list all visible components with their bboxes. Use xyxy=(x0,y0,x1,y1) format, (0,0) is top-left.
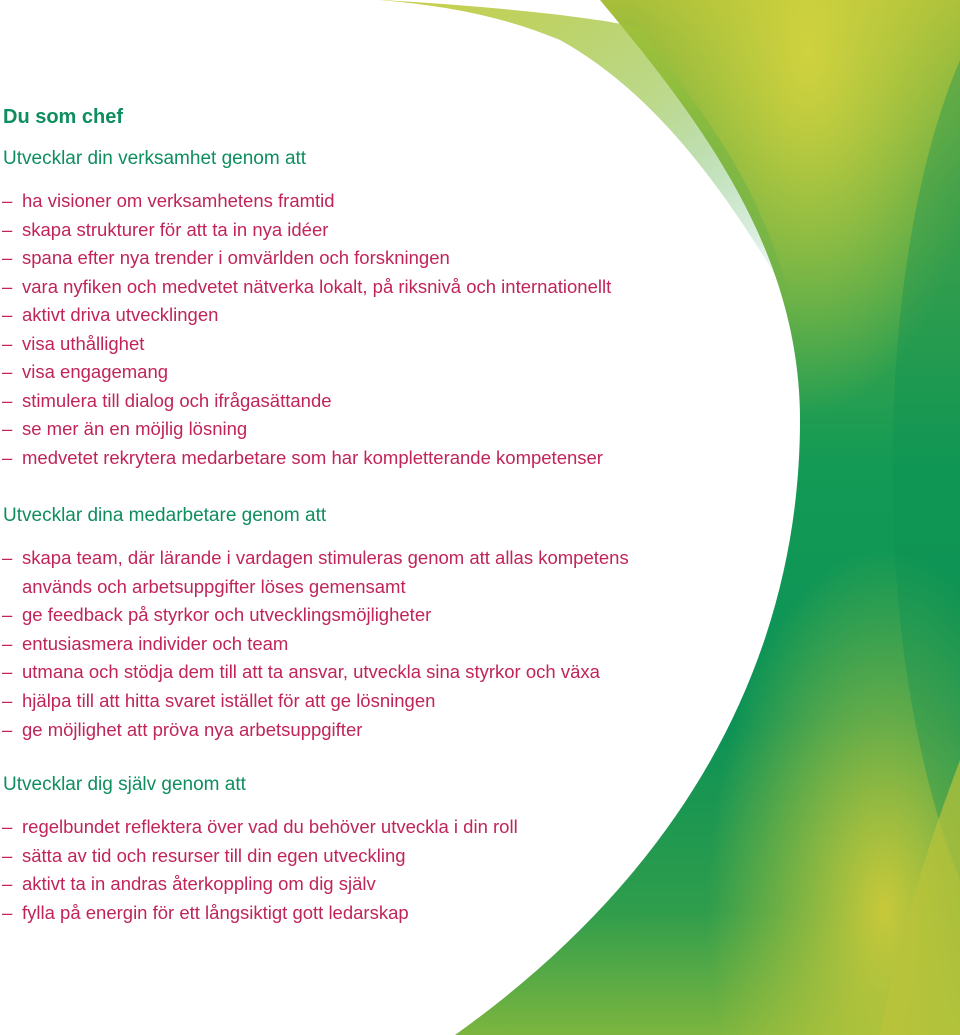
bullet-dash: – xyxy=(2,190,13,211)
list-item: – ge möjlighet att pröva nya arbetsuppgifter xyxy=(0,716,662,745)
bullet-dash: – xyxy=(2,361,13,382)
list-item: – aktivt ta in andras återkoppling om dig själv xyxy=(0,870,518,899)
list-item: – fylla på energin för ett långsiktigt gott ledarskap xyxy=(0,899,518,928)
list-dig-sjalv xyxy=(0,813,518,927)
list-item: – stimulera till dialog och ifrågasättande xyxy=(0,387,611,416)
page-title: Du som chef xyxy=(3,106,124,128)
list-item: – skapa team, där lärande i vardagen stimuleras genom att allas kompetens används och arbetsuppgifter löses gemensamt xyxy=(0,544,662,601)
bullet-dash: – xyxy=(2,446,13,468)
list-item: – sätta av tid och resurser till din egen utveckling xyxy=(0,842,518,871)
bullet-dash: – xyxy=(2,604,13,626)
bullet-dash: – xyxy=(2,873,13,895)
section-heading-verksamhet: Utvecklar din verksamhet genom att xyxy=(3,148,307,169)
list-item: – aktivt driva utvecklingen xyxy=(0,301,611,330)
list-item: – visa uthållighet xyxy=(0,330,611,359)
list-item: – vara nyfiken och medvetet nätverka lokalt, på riksnivå och internationellt xyxy=(0,273,611,302)
list-item: – se mer än en möjlig lösning xyxy=(0,415,611,444)
bullet-dash: – xyxy=(2,418,13,439)
list-item: – entusiasmera individer och team xyxy=(0,630,662,659)
bullet-dash: – xyxy=(2,275,13,297)
bullet-dash: – xyxy=(2,218,13,240)
bullet-dash: – xyxy=(2,332,13,354)
bullet-dash: – xyxy=(2,718,13,740)
bullet-dash: – xyxy=(2,901,13,923)
bullet-dash: – xyxy=(2,247,13,268)
list-verksamhet xyxy=(0,187,611,472)
bullet-dash: – xyxy=(2,661,13,683)
list-medarbetare xyxy=(0,544,662,744)
section-heading-medarbetare: Utvecklar dina medarbetare genom att xyxy=(3,505,327,526)
bullet-dash: – xyxy=(2,844,13,866)
list-item: – medvetet rekrytera medarbetare som har kompletterande kompetenser xyxy=(0,444,611,473)
list-item: – regelbundet reflektera över vad du behöver utveckla i din roll xyxy=(0,813,518,842)
bullet-dash: – xyxy=(2,632,13,654)
bullet-dash: – xyxy=(2,304,13,325)
list-item: – utmana och stödja dem till att ta ansvar, utveckla sina styrkor och växa xyxy=(0,658,662,687)
list-item: – visa engagemang xyxy=(0,358,611,387)
list-item: – ge feedback på styrkor och utvecklingsmöjligheter xyxy=(0,601,662,630)
section-heading-dig-sjalv: Utvecklar dig själv genom att xyxy=(3,774,246,795)
bullet-dash: – xyxy=(2,389,13,411)
list-item: – hjälpa till att hitta svaret istället för att ge lösningen xyxy=(0,687,662,716)
list-item: – skapa strukturer för att ta in nya idéer xyxy=(0,216,611,245)
bullet-dash: – xyxy=(2,689,13,711)
list-item: – spana efter nya trender i omvärlden och forskningen xyxy=(0,244,611,273)
bullet-dash: – xyxy=(2,547,13,568)
list-item: – ha visioner om verksamhetens framtid xyxy=(0,187,611,216)
bullet-dash: – xyxy=(2,816,13,837)
